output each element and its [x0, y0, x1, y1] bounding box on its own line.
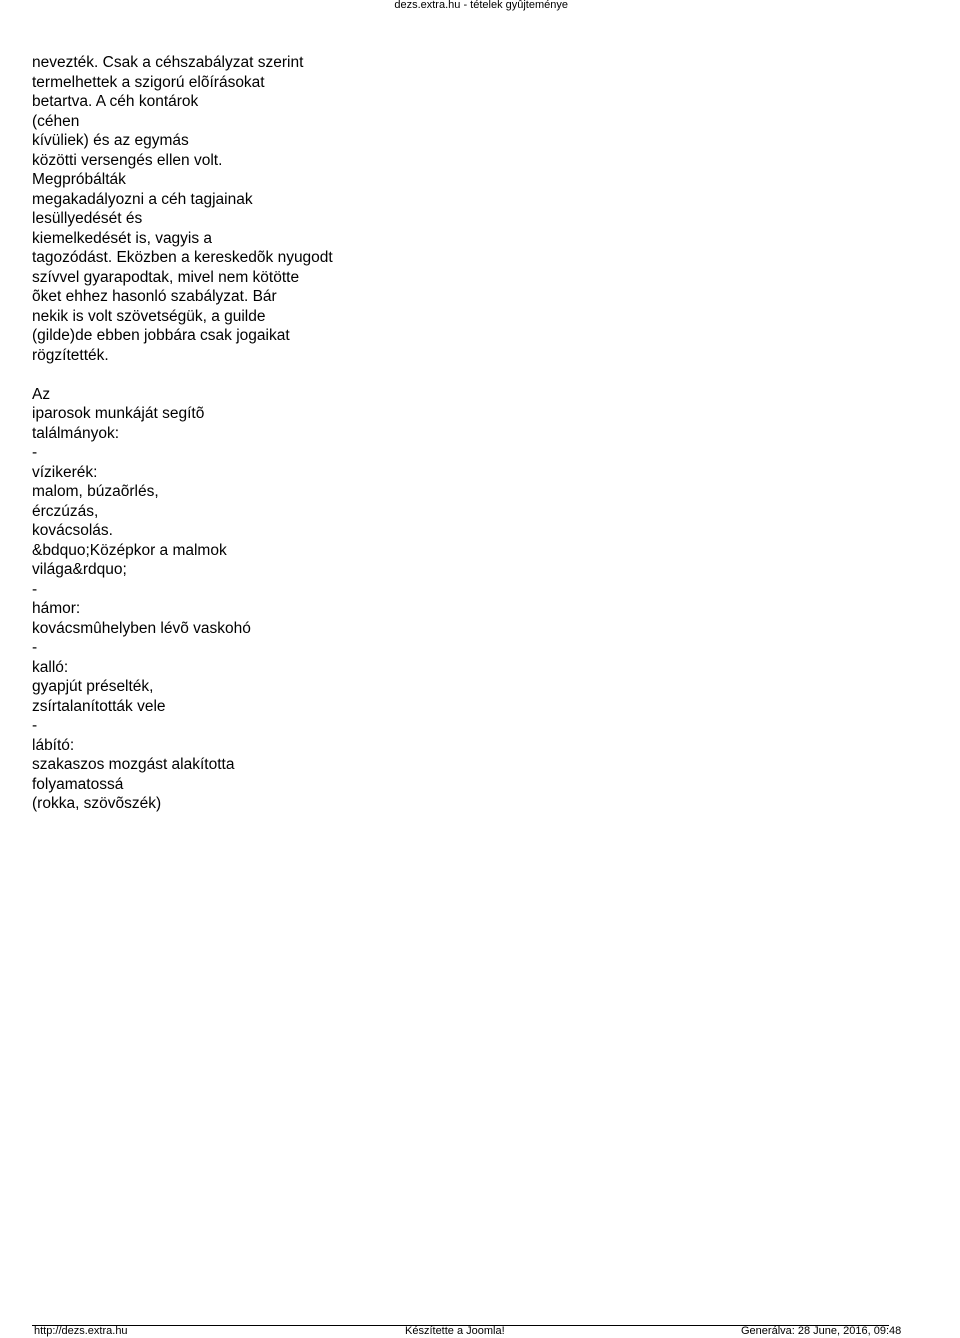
text-line: &bdquo;Középkor a malmok	[32, 541, 227, 559]
text-line: õket ehhez hasonló szabályzat. Bár	[32, 288, 277, 305]
text-line: gyapjút préselték,	[32, 678, 154, 695]
text-line: (gilde)de ebben jobbára csak jogaikat	[32, 327, 290, 344]
text-line: megakadályozni a céh tagjainak	[32, 190, 253, 208]
text-line: (rokka, szövõszék)	[32, 795, 162, 812]
footer-generated-date: Generálva: 28 June, 2016, 09:48	[741, 1325, 902, 1337]
text-line: lesüllyedését és	[32, 210, 143, 227]
text-line: tagozódást. Eközben a kereskedõk nyugodt	[32, 249, 333, 266]
text-line: kívüliek) és az egymás	[32, 132, 189, 149]
article-body	[32, 53, 392, 814]
page-footer	[0, 1326, 960, 1338]
text-line: kalló:	[32, 658, 69, 676]
text-line: találmányok:	[32, 424, 120, 442]
text-line: kovácsolás.	[32, 522, 113, 539]
text-line: érczúzás,	[32, 502, 99, 520]
text-line: nevezték. Csak a céhszabályzat szerint	[32, 54, 304, 71]
text-line: Az	[32, 385, 51, 403]
text-line: szakaszos mozgást alakította	[32, 756, 235, 773]
text-line: közötti versengés ellen volt.	[32, 151, 223, 169]
text-line: betartva. A céh kontárok	[32, 93, 199, 110]
footer-url: http://dezs.extra.hu	[34, 1325, 128, 1337]
footer-made-with: Készítette a Joomla!	[405, 1325, 505, 1337]
paragraph-inventions	[32, 385, 392, 814]
text-line: termelhettek a szigorú elõírásokat	[32, 73, 265, 91]
text-line: Megpróbálták	[32, 171, 126, 188]
text-line: malom, búzaõrlés,	[32, 483, 159, 500]
list-dash: -	[32, 580, 38, 598]
list-dash: -	[32, 717, 38, 734]
text-line: lábító:	[32, 736, 75, 754]
text-line: világa&rdquo;	[32, 561, 127, 578]
text-line: rögzítették.	[32, 346, 109, 364]
list-dash: -	[32, 444, 38, 461]
page-header	[394, 0, 568, 11]
paragraph-guilds	[32, 53, 392, 365]
text-line: folyamatossá	[32, 775, 124, 793]
text-line: hámor:	[32, 600, 81, 617]
text-line: zsírtalanították vele	[32, 697, 166, 715]
text-line: (céhen	[32, 112, 80, 130]
text-line: szívvel gyarapodtak, mivel nem kötötte	[32, 268, 300, 286]
text-line: kiemelkedését is, vagyis a	[32, 229, 213, 247]
list-dash: -	[32, 639, 38, 656]
text-line: kovácsmûhelyben lévõ vaskohó	[32, 619, 251, 637]
text-line: iparosok munkáját segítõ	[32, 405, 205, 422]
text-line: nekik is volt szövetségük, a guilde	[32, 307, 266, 325]
text-line: vízikerék:	[32, 463, 98, 481]
site-title: dezs.extra.hu - tételek gyûjteménye	[394, 0, 568, 11]
paragraph-spacer	[32, 365, 392, 385]
